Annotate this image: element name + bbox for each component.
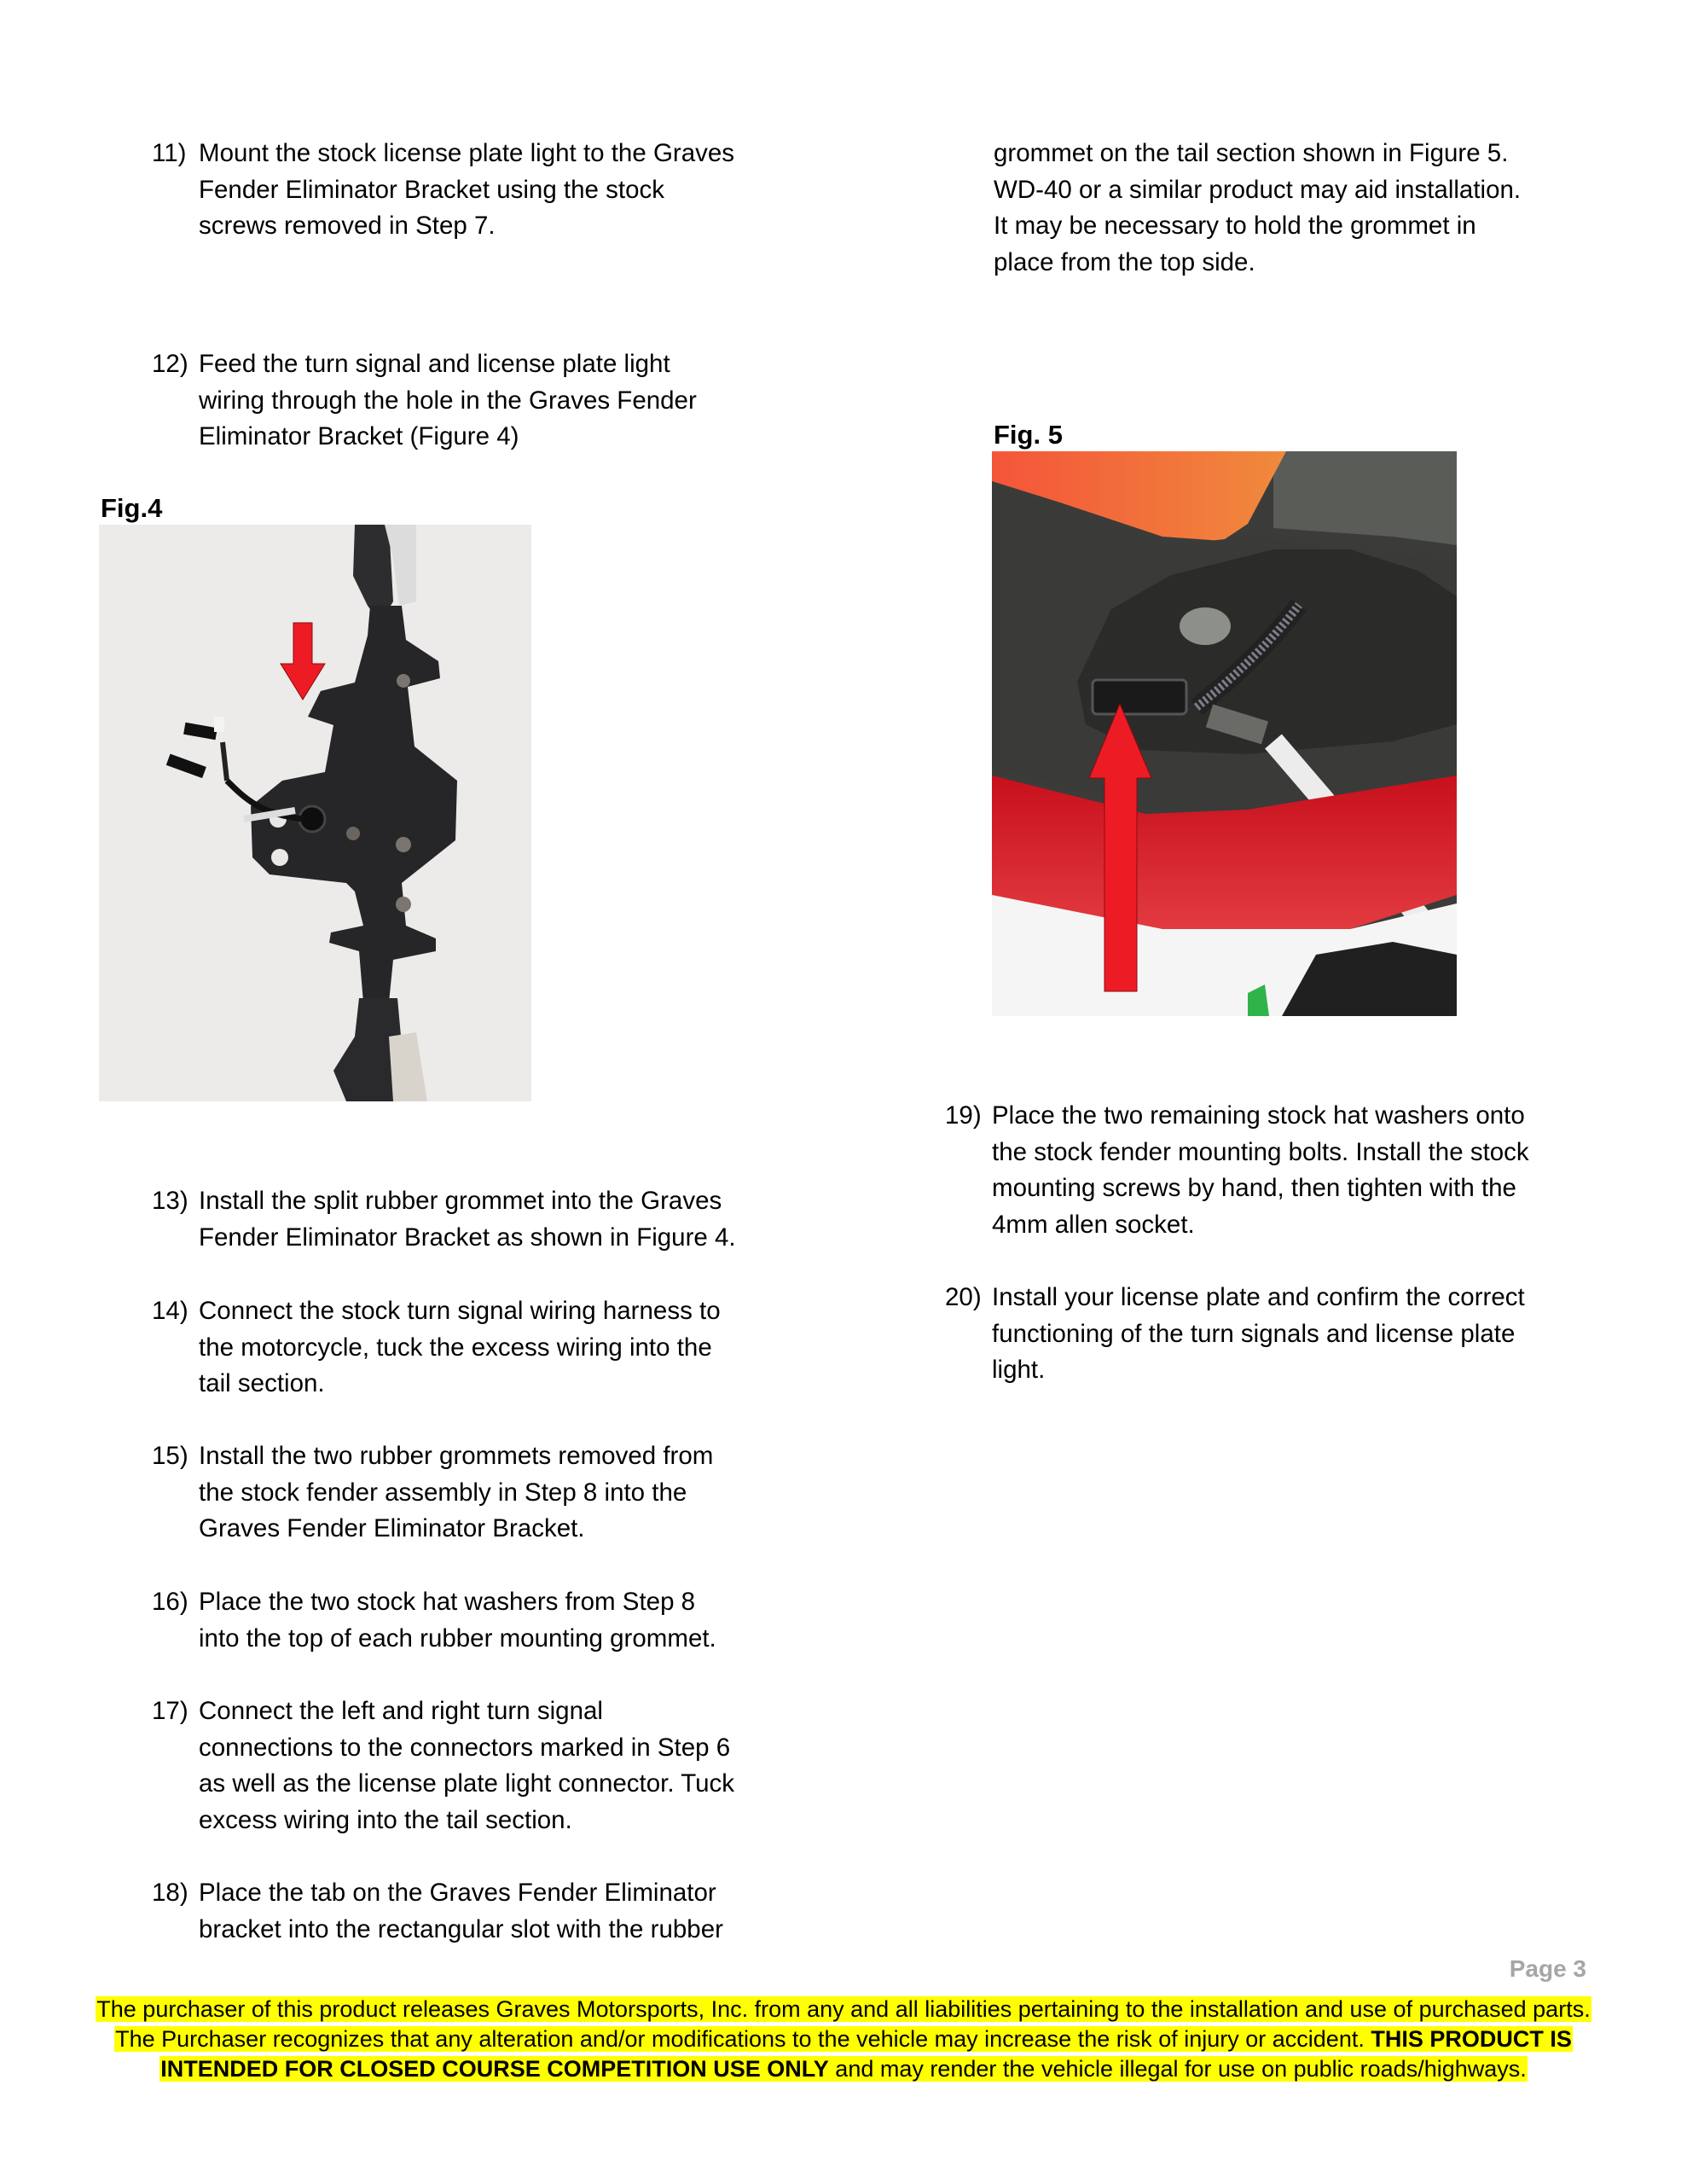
step-line: light. <box>992 1356 1046 1384</box>
step-line: tail section. <box>199 1369 325 1397</box>
disclaimer-highlight <box>159 2056 1528 2082</box>
figure-4-label: Fig.4 <box>101 493 163 523</box>
step-line: Fender Eliminator Bracket as shown in Figure 4. <box>199 1223 736 1252</box>
step-line: functioning of the turn signals and license plate <box>992 1319 1516 1348</box>
disclaimer-text: The purchaser of this product releases Graves Motorsports, Inc. from any and all liabilities pertaining to the installation and use of purchased parts. <box>96 1996 1591 2022</box>
step-line: into the top of each rubber mounting grommet. <box>199 1623 716 1653</box>
step-line: Graves Fender Eliminator Bracket. <box>199 1514 585 1542</box>
step-line: the stock fender assembly in Step 8 into the <box>199 1478 687 1507</box>
disclaimer-text: The Purchaser recognizes that any alteration and/or modifications to the vehicle may increase the risk of injury or accident. <box>115 2026 1371 2052</box>
step-line: Install the split rubber grommet into the Graves <box>199 1187 722 1215</box>
step-line: wiring through the hole in the Graves Fender <box>199 386 697 415</box>
step-number: 16) <box>152 1588 188 1616</box>
step-line: Install the two rubber grommets removed from <box>199 1442 714 1470</box>
step-number: 18) <box>152 1879 188 1907</box>
step-line: Place the two remaining stock hat washers onto <box>992 1101 1525 1130</box>
bracket-photo-image <box>99 525 531 1101</box>
page-number: Page 3 <box>1509 1955 1586 1982</box>
step-number: 20) <box>945 1283 982 1311</box>
disclaimer-warning-bold: THIS PRODUCT IS <box>1371 2026 1572 2052</box>
step-line: mounting screws by hand, then tighten with the <box>992 1174 1516 1202</box>
step-line: Mount the stock license plate light to the Graves <box>199 139 735 167</box>
disclaimer-line-3 <box>0 2054 1687 2084</box>
step-line: WD-40 or a similar product may aid installation. <box>994 175 1522 204</box>
disclaimer-warning-bold: INTENDED FOR CLOSED COURSE COMPETITION USE ONLY <box>160 2056 829 2082</box>
step-line: the stock fender mounting bolts. Install the stock <box>992 1137 1529 1166</box>
step-number: 11) <box>152 139 187 167</box>
step-number: 12) <box>152 350 188 378</box>
figure-5-photo <box>992 451 1457 1016</box>
disclaimer-highlight <box>114 2026 1573 2052</box>
step-line: Fender Eliminator Bracket using the stock <box>199 175 664 204</box>
step-line: Install your license plate and confirm the correct <box>992 1283 1525 1311</box>
step-line: screws removed in Step 7. <box>199 212 496 240</box>
step-line: It may be necessary to hold the grommet in <box>994 212 1476 240</box>
step-number: 15) <box>152 1442 188 1470</box>
step-line: Eliminator Bracket (Figure 4) <box>199 422 519 450</box>
step-line: place from the top side. <box>994 247 1255 276</box>
disclaimer-line-2 <box>0 2024 1687 2054</box>
liability-disclaimer <box>0 1995 1687 2084</box>
step-line: Place the tab on the Graves Fender Eliminator <box>199 1879 716 1907</box>
tail-section-photo-image <box>992 451 1457 1016</box>
step-number: 19) <box>945 1101 982 1130</box>
step-line: connections to the connectors marked in Step 6 <box>199 1733 731 1762</box>
step-number: 13) <box>152 1187 188 1215</box>
step-line: excess wiring into the tail section. <box>199 1805 572 1834</box>
disclaimer-text: and may render the vehicle illegal for use on public roads/highways. <box>828 2056 1527 2082</box>
disclaimer-line-1 <box>0 1995 1687 2024</box>
figure-4-photo <box>99 525 531 1101</box>
figure-5-label: Fig. 5 <box>994 420 1063 450</box>
step-line: Feed the turn signal and license plate light <box>199 350 670 378</box>
step-line: Connect the left and right turn signal <box>199 1697 603 1725</box>
step-line: grommet on the tail section shown in Figure 5. <box>994 139 1509 167</box>
step-line: Connect the stock turn signal wiring harness to <box>199 1297 721 1325</box>
step-number: 14) <box>152 1297 188 1325</box>
step-line: the motorcycle, tuck the excess wiring into the <box>199 1333 712 1362</box>
step-line: bracket into the rectangular slot with the rubber <box>199 1914 723 1943</box>
step-line: as well as the license plate light connector. Tuck <box>199 1769 735 1798</box>
step-line: 4mm allen socket. <box>992 1210 1195 1239</box>
step-line: Place the two stock hat washers from Step 8 <box>199 1588 696 1616</box>
step-number: 17) <box>152 1697 188 1725</box>
